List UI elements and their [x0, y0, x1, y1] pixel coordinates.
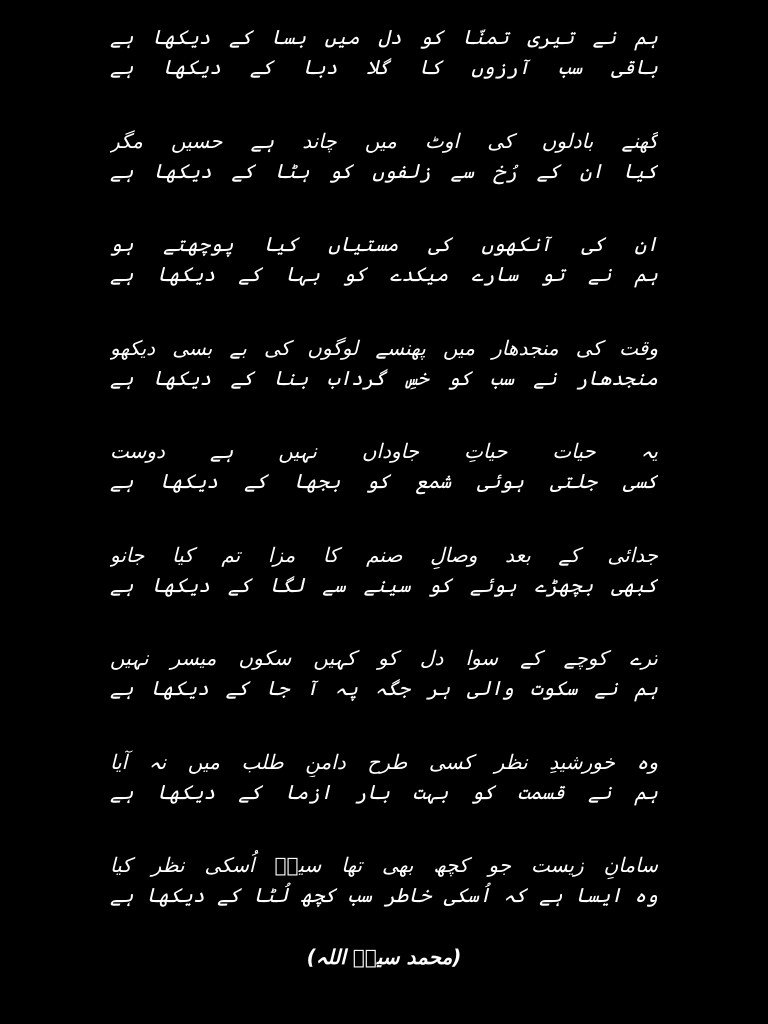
poem-line: باقی سب آرزوں کا گلا دبا کے دیکھا ہے [110, 55, 658, 79]
poet-signature: (محمد سیفؔ اللہ) [306, 945, 462, 969]
stanza-1 [110, 22, 658, 126]
poem-line: ان کی آنکھوں کی مستیاں کیا پوچھتے ہو [110, 232, 658, 256]
poem-line: جدائی کے بعد وصالِ صنم کا مزا تم کیا جانو [110, 542, 658, 567]
stanza-5 [110, 436, 658, 540]
poem-line: ہم نے تو سارے میکدے کو بہا کے دیکھا ہے [110, 262, 658, 286]
poem-body [110, 22, 658, 954]
stanza-3 [110, 229, 658, 333]
poem-line: وہ ایسا ہے کہ اُسکی خاطر سب کچھ لُٹا کے دیکھا ہے [110, 883, 658, 907]
stanza-4 [110, 333, 658, 437]
poem-line: یہ حیات حیاتِ جاوداں نہیں ہے دوست [110, 439, 658, 463]
poem-line: وقت کی منجدھار میں پھنسے لوگوں کی بے بسی دیکھو [110, 335, 658, 360]
stanza-7 [110, 643, 658, 747]
stanza-8 [110, 747, 658, 851]
stanza-6 [110, 540, 658, 644]
poem-line: سامانِ زیست جو کچھ بھی تھا سیفؔ اُسکی نظر کیا [110, 853, 658, 877]
poem-line: ہم نے تیری تمنّا کو دل میں بسا کے دیکھا ہے [110, 25, 658, 49]
poem-line: ہم نے قسمت کو بہت بار ازما کے دیکھا ہے [110, 779, 658, 804]
stanza-2 [110, 126, 658, 230]
poem-line: کیا ان کے رُخ سے زلفوں کو ہٹا کے دیکھا ہے [110, 158, 658, 183]
poem-line: گھنے بادلوں کی اوٹ میں چاند ہے حسیں مگر [110, 128, 658, 153]
poem-line: ترے کوچے کے سوا دل کو کہیں سکوں میسر نہیں [110, 646, 658, 670]
poem-line: کسی جلتی ہوئی شمع کو بجھا کے دیکھا ہے [110, 469, 658, 493]
poem-line: کبھی بچھڑے ہوئے کو سینے سے لگا کے دیکھا ہے [110, 572, 658, 597]
poem-line: منجدھار نے سب کو خسِ گرداب بنا کے دیکھا ہے [110, 365, 658, 390]
stanza-9 [110, 850, 658, 954]
poem-line: ہم نے سکوت والی ہر جگہ پہ آ جا کے دیکھا ہے [110, 676, 658, 700]
poem-line: وہ خورشیدِ نظر کسی طرح دامنِ طلب میں نہ آیا [110, 749, 658, 774]
